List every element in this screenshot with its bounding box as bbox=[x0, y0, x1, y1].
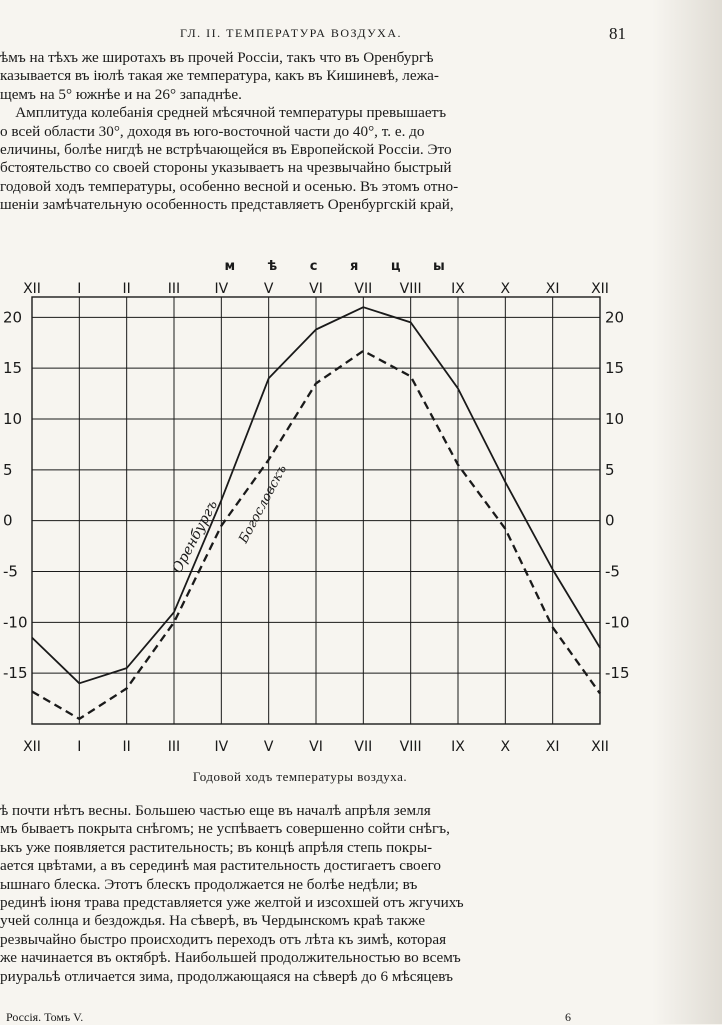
text-line: годовой ходъ температуры, особенно весной и осенью. Въ этомъ отно- bbox=[0, 177, 459, 195]
y-tick-label-right: 0 bbox=[605, 511, 615, 530]
text-line: шеніи замѣчательную особенность представляетъ Оренбургскій край, bbox=[0, 196, 454, 214]
text-line: мъ бываетъ покрыта снѣгомъ; не успѣваетъ совершенно сойти снѣгъ, bbox=[0, 820, 450, 838]
x-tick-label-top: II bbox=[122, 281, 131, 297]
series-label-bogoslovsk: Богословскъ bbox=[236, 462, 291, 546]
y-tick-label-left: 0 bbox=[3, 511, 13, 530]
x-tick-label-top: I bbox=[77, 281, 82, 297]
x-tick-label-top: XII bbox=[23, 281, 41, 297]
y-tick-label-left: 15 bbox=[3, 359, 23, 378]
y-tick-label-left: -10 bbox=[3, 613, 28, 632]
temperature-chart bbox=[0, 252, 722, 758]
x-tick-label-bottom: XII bbox=[23, 739, 41, 755]
x-tick-label-bottom: X bbox=[500, 739, 511, 755]
footer-sheet-number: 6 bbox=[565, 1010, 571, 1024]
x-tick-label-top: V bbox=[263, 281, 274, 297]
y-tick-label-right: 10 bbox=[605, 410, 625, 428]
series-label-orenburg: Оренбургъ bbox=[169, 497, 222, 576]
text-line: риуральѣ отличается зима, продолжающаяся на сѣверѣ до 6 мѣсяцевъ bbox=[0, 967, 453, 985]
running-head bbox=[0, 24, 722, 46]
text-line: ѣ почти нѣтъ весны. Большею частью еще въ началѣ апрѣля земля bbox=[0, 802, 431, 819]
text-line: ѣмъ на тѣхъ же широтахъ въ прочей Россіи, такъ что въ Оренбургѣ bbox=[0, 49, 434, 66]
text-line: учей солнца и бездождья. На сѣверѣ, въ Чердынскомъ краѣ также bbox=[0, 912, 426, 930]
x-tick-label-bottom: XII bbox=[591, 739, 609, 755]
y-tick-label-right: 15 bbox=[605, 359, 625, 378]
x-tick-label-bottom: IV bbox=[214, 739, 229, 755]
text-line: ается цвѣтами, а въ серединѣ мая растительность достигаетъ своего bbox=[0, 857, 442, 875]
text-line: ькъ уже появляется растительность; въ концѣ апрѣля степь покры- bbox=[0, 838, 433, 856]
x-tick-label-top: IX bbox=[451, 281, 465, 297]
x-tick-label-bottom: XI bbox=[545, 739, 560, 755]
x-tick-label-bottom: V bbox=[263, 739, 274, 755]
y-tick-label-left: -5 bbox=[3, 562, 18, 581]
x-tick-label-top: VIII bbox=[399, 281, 422, 297]
x-tick-label-top: IV bbox=[214, 281, 229, 297]
top-axis-label: м ѣ с я ц ы bbox=[224, 259, 459, 274]
text-line: резвычайно быстро происходитъ переходъ отъ лѣта къ зимѣ, которая bbox=[0, 930, 447, 948]
text-line: ышнаго блеска. Этотъ блескъ продолжается не болѣе недѣли; въ bbox=[0, 875, 418, 893]
text-line: казывается въ іюлѣ такая же температура, какъ въ Кишиневѣ, лежа- bbox=[0, 67, 439, 85]
top-paragraph bbox=[0, 49, 722, 215]
y-tick-label-left: 20 bbox=[3, 308, 23, 327]
running-title: ГЛ. II. ТЕМПЕРАТУРА ВОЗДУХА. bbox=[180, 26, 402, 40]
x-tick-label-bottom: III bbox=[167, 739, 181, 755]
text-line: Амплитуда колебанія средней мѣсячной температуры превышаетъ bbox=[0, 104, 447, 122]
y-tick-label-right: -10 bbox=[605, 613, 630, 632]
y-tick-label-right: -5 bbox=[605, 562, 620, 581]
y-tick-label-right: -15 bbox=[605, 664, 630, 683]
x-tick-label-bottom: IX bbox=[451, 739, 465, 755]
text-line: же начинается въ октябрѣ. Наибольшей продолжительностью во всемъ bbox=[0, 949, 461, 967]
x-tick-label-top: VII bbox=[354, 281, 373, 297]
y-tick-label-right: 20 bbox=[605, 308, 625, 327]
page-number: 81 bbox=[609, 24, 626, 43]
x-tick-label-bottom: VIII bbox=[399, 739, 422, 755]
bottom-paragraph bbox=[0, 802, 722, 986]
x-tick-label-top: III bbox=[167, 281, 181, 297]
text-line: бстоятельство со своей стороны указываетъ на чрезвычайно быстрый bbox=[0, 159, 452, 177]
y-tick-label-left: -15 bbox=[3, 664, 28, 683]
page-footer bbox=[0, 1010, 722, 1024]
y-tick-label-left: 10 bbox=[3, 410, 23, 428]
x-tick-label-bottom: II bbox=[122, 739, 131, 755]
x-tick-label-bottom: VII bbox=[354, 739, 373, 755]
x-tick-label-top: X bbox=[500, 281, 511, 297]
y-tick-label-right: 5 bbox=[605, 460, 615, 479]
x-tick-label-top: XI bbox=[545, 281, 560, 297]
x-tick-label-bottom: VI bbox=[309, 739, 323, 755]
x-tick-label-top: VI bbox=[309, 281, 323, 297]
text-line: щемъ на 5° южнѣе и на 26° западнѣе. bbox=[0, 85, 242, 103]
footer-signature: Россія. Томъ V. bbox=[6, 1010, 84, 1024]
figure-caption: Годовой ходъ температуры воздуха. bbox=[192, 769, 408, 784]
text-line: рединѣ іюня трава представляется уже желтой и изсохшей отъ жгучихъ bbox=[0, 894, 464, 912]
text-line: о всей области 30°, доходя въ юго-восточной части до 40°, т. е. до bbox=[0, 122, 425, 140]
x-tick-label-top: XII bbox=[591, 281, 609, 297]
temperature-chart-svg bbox=[0, 252, 722, 758]
y-tick-label-left: 5 bbox=[3, 460, 13, 479]
text-line: еличины, болѣе нигдѣ не встрѣчающейся въ Европейской Россіи. Это bbox=[0, 141, 452, 159]
x-tick-label-bottom: I bbox=[77, 739, 82, 755]
